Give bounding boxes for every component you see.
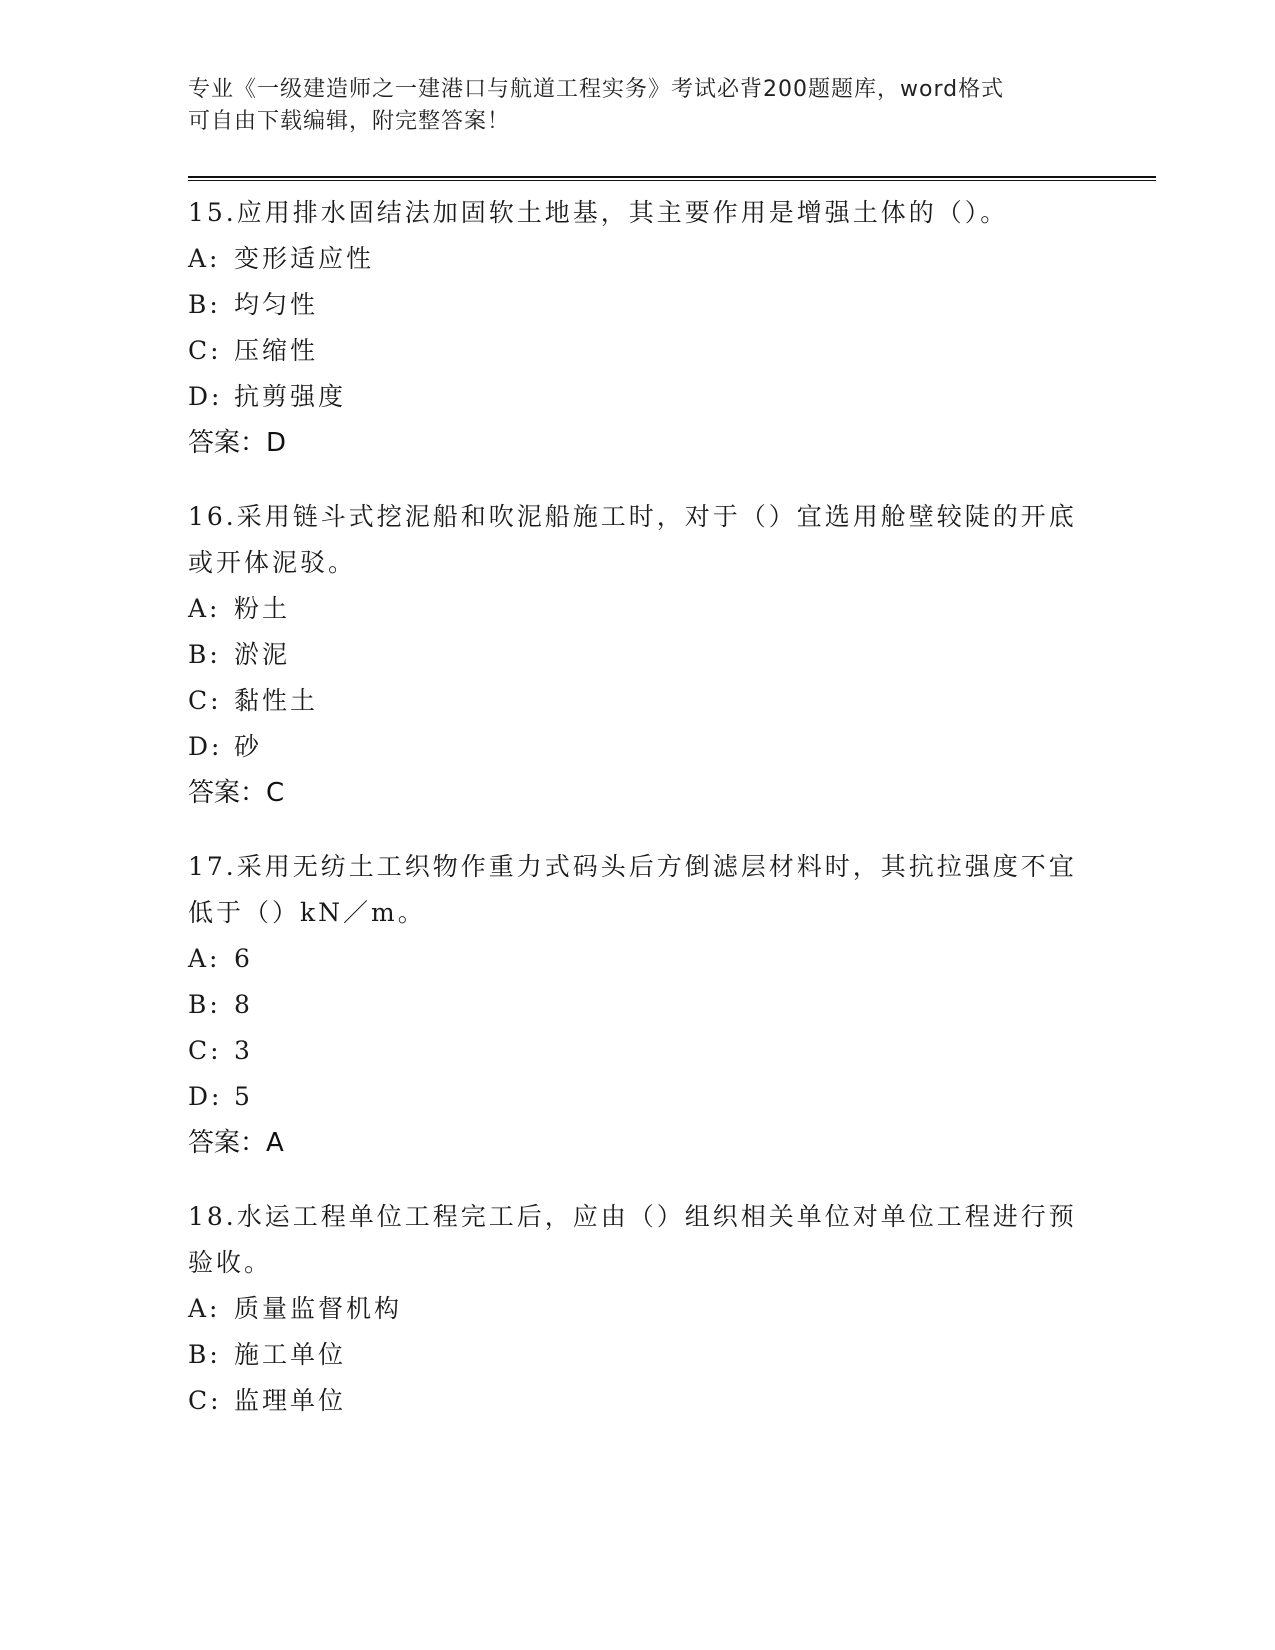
option-key: D: bbox=[188, 732, 223, 761]
option-text: 6 bbox=[234, 944, 253, 973]
option-text: 变形适应性 bbox=[234, 244, 375, 273]
option-b bbox=[188, 1332, 1088, 1378]
question-17 bbox=[188, 844, 1088, 1166]
question-text: 15.应用排水固结法加固软土地基，其主要作用是增强土体的（）。 bbox=[188, 198, 1009, 227]
option-c bbox=[188, 678, 1088, 724]
option-text: 5 bbox=[234, 1082, 253, 1111]
option-text: 淤泥 bbox=[234, 640, 291, 669]
option-b bbox=[188, 282, 1088, 328]
option-a bbox=[188, 936, 1088, 982]
option-a bbox=[188, 586, 1088, 632]
option-c bbox=[188, 1028, 1088, 1074]
option-key: A: bbox=[188, 1294, 221, 1323]
question-16 bbox=[188, 494, 1088, 816]
option-key: A: bbox=[188, 944, 221, 973]
option-key: C: bbox=[188, 1036, 222, 1065]
answer-line: 答案：C bbox=[188, 778, 285, 808]
option-text: 粉土 bbox=[234, 594, 291, 623]
question-text: 17.采用无纺土工织物作重力式码头后方倒滤层材料时，其抗拉强度不宜低于（）kN／m。 bbox=[188, 852, 1077, 927]
option-key: C: bbox=[188, 336, 222, 365]
option-d bbox=[188, 374, 1088, 420]
header-line-2: 可自由下载编辑，附完整答案！ bbox=[188, 109, 511, 134]
option-c bbox=[188, 1378, 1088, 1424]
option-d bbox=[188, 724, 1088, 770]
option-a bbox=[188, 1286, 1088, 1332]
question-list bbox=[188, 190, 1088, 1452]
option-key: B: bbox=[188, 640, 221, 669]
option-key: B: bbox=[188, 990, 221, 1019]
option-text: 3 bbox=[234, 1036, 253, 1065]
option-key: B: bbox=[188, 1340, 221, 1369]
document-header bbox=[188, 74, 1068, 138]
option-key: C: bbox=[188, 1386, 222, 1415]
option-text: 施工单位 bbox=[234, 1340, 347, 1369]
option-key: D: bbox=[188, 1082, 223, 1111]
option-key: A: bbox=[188, 244, 221, 273]
question-text: 18.水运工程单位工程完工后，应由（）组织相关单位对单位工程进行预验收。 bbox=[188, 1202, 1077, 1277]
option-key: B: bbox=[188, 290, 221, 319]
option-text: 压缩性 bbox=[234, 336, 319, 365]
option-text: 8 bbox=[234, 990, 253, 1019]
option-text: 均匀性 bbox=[234, 290, 319, 319]
option-text: 砂 bbox=[234, 732, 263, 761]
answer-line: 答案：A bbox=[188, 1128, 284, 1158]
option-text: 质量监督机构 bbox=[234, 1294, 403, 1323]
option-b bbox=[188, 632, 1088, 678]
option-c bbox=[188, 328, 1088, 374]
option-d bbox=[188, 1074, 1088, 1120]
option-b bbox=[188, 982, 1088, 1028]
option-a bbox=[188, 236, 1088, 282]
option-key: C: bbox=[188, 686, 222, 715]
question-18 bbox=[188, 1194, 1088, 1424]
option-text: 黏性土 bbox=[234, 686, 319, 715]
option-text: 监理单位 bbox=[234, 1386, 347, 1415]
answer-line: 答案：D bbox=[188, 428, 287, 458]
question-text: 16.采用链斗式挖泥船和吹泥船施工时，对于（）宜选用舱壁较陡的开底或开体泥驳。 bbox=[188, 502, 1077, 577]
option-key: D: bbox=[188, 382, 223, 411]
question-15 bbox=[188, 190, 1088, 466]
header-divider bbox=[188, 176, 1156, 181]
option-text: 抗剪强度 bbox=[234, 382, 347, 411]
option-key: A: bbox=[188, 594, 221, 623]
header-line-1: 专业《一级建造师之一建港口与航道工程实务》考试必背200题题库，word格式 bbox=[188, 77, 1005, 102]
